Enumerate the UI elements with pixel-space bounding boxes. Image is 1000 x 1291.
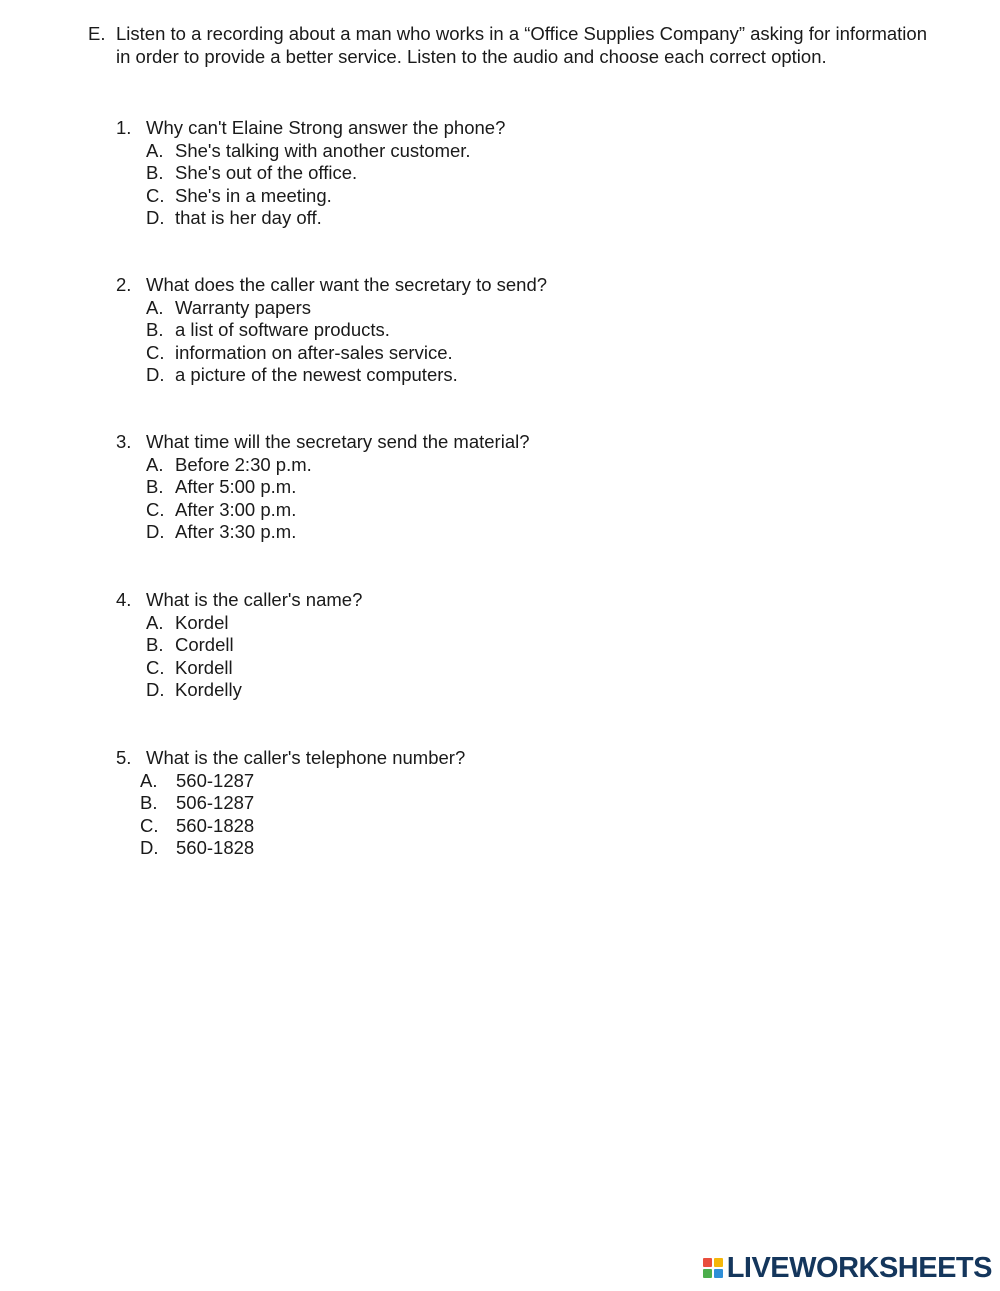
question-number: 5. bbox=[116, 747, 132, 768]
option-1c[interactable] bbox=[116, 185, 816, 208]
option-1b[interactable] bbox=[116, 162, 816, 185]
option-4b[interactable] bbox=[116, 634, 816, 657]
option-4a[interactable] bbox=[116, 612, 816, 635]
option-text: Warranty papers bbox=[175, 296, 312, 318]
option-text: that is her day off. bbox=[175, 207, 322, 229]
option-text: Kordell bbox=[175, 656, 233, 678]
liveworksheets-logo bbox=[703, 1253, 992, 1283]
logo-block-e bbox=[714, 1269, 723, 1278]
option-letter: D. bbox=[146, 207, 165, 229]
logo-wordmark: LIVEWORKSHEETS bbox=[726, 1251, 992, 1284]
option-letter: C. bbox=[140, 814, 159, 836]
logo-block-v bbox=[703, 1269, 712, 1278]
question-text: What does the caller want the secretary to send? bbox=[146, 274, 548, 295]
section-e-instructions bbox=[88, 23, 928, 68]
option-letter: B. bbox=[146, 634, 164, 656]
option-letter: C. bbox=[146, 498, 165, 520]
option-letter: A. bbox=[140, 769, 158, 791]
question-text: What time will the secretary send the material? bbox=[146, 431, 530, 452]
question-number: 1. bbox=[116, 117, 132, 138]
option-letter: A. bbox=[146, 453, 164, 475]
option-5a[interactable] bbox=[116, 770, 816, 793]
option-text: She's in a meeting. bbox=[175, 184, 332, 206]
question-5 bbox=[116, 747, 816, 860]
option-3a[interactable] bbox=[116, 454, 816, 477]
option-letter: C. bbox=[146, 656, 165, 678]
option-text: After 3:30 p.m. bbox=[175, 521, 297, 543]
question-text: What is the caller's name? bbox=[146, 589, 363, 610]
option-letter: A. bbox=[146, 296, 164, 318]
option-text: 560-1828 bbox=[176, 814, 255, 836]
option-letter: C. bbox=[146, 341, 165, 363]
option-2c[interactable] bbox=[116, 342, 816, 365]
option-text: a list of software products. bbox=[175, 319, 390, 341]
option-2b[interactable] bbox=[116, 319, 816, 342]
option-letter: D. bbox=[146, 679, 165, 701]
option-3c[interactable] bbox=[116, 499, 816, 522]
logo-blocks-icon bbox=[703, 1258, 723, 1278]
option-letter: B. bbox=[146, 162, 164, 184]
option-text: 506-1287 bbox=[176, 792, 255, 814]
option-3d[interactable] bbox=[116, 521, 816, 544]
option-5d[interactable] bbox=[116, 837, 816, 860]
option-text: After 3:00 p.m. bbox=[175, 498, 297, 520]
question-number: 3. bbox=[116, 431, 132, 452]
option-text: 560-1287 bbox=[176, 769, 255, 791]
option-4d[interactable] bbox=[116, 679, 816, 702]
option-text: a picture of the newest computers. bbox=[175, 364, 458, 386]
option-5b[interactable] bbox=[116, 792, 816, 815]
option-2a[interactable] bbox=[116, 297, 816, 320]
question-1 bbox=[116, 117, 816, 230]
option-1a[interactable] bbox=[116, 140, 816, 163]
option-text: 560-1828 bbox=[176, 837, 255, 859]
option-text: information on after-sales service. bbox=[175, 341, 453, 363]
option-letter: B. bbox=[146, 319, 164, 341]
logo-block-i bbox=[714, 1258, 723, 1267]
option-letter: D. bbox=[146, 521, 165, 543]
option-letter: D. bbox=[140, 837, 159, 859]
option-letter: B. bbox=[140, 792, 158, 814]
question-text: Why can't Elaine Strong answer the phone? bbox=[146, 117, 506, 138]
option-4c[interactable] bbox=[116, 657, 816, 680]
question-4 bbox=[116, 589, 816, 702]
section-instruction-text: Listen to a recording about a man who works in a “Office Supplies Company” asking for information in order to provide a better service. Listen to the audio and choose each correct option. bbox=[116, 23, 927, 67]
question-number: 4. bbox=[116, 589, 132, 610]
option-letter: A. bbox=[146, 611, 164, 633]
question-3 bbox=[116, 431, 816, 544]
option-letter: A. bbox=[146, 139, 164, 161]
option-text: After 5:00 p.m. bbox=[175, 476, 297, 498]
section-letter: E. bbox=[88, 23, 106, 44]
option-3b[interactable] bbox=[116, 476, 816, 499]
option-1d[interactable] bbox=[116, 207, 816, 230]
option-letter: C. bbox=[146, 184, 165, 206]
option-letter: B. bbox=[146, 476, 164, 498]
option-2d[interactable] bbox=[116, 364, 816, 387]
option-text: Kordelly bbox=[175, 679, 242, 701]
option-letter: D. bbox=[146, 364, 165, 386]
question-2 bbox=[116, 274, 816, 387]
option-5c[interactable] bbox=[116, 815, 816, 838]
option-text: Cordell bbox=[175, 634, 234, 656]
option-text: Before 2:30 p.m. bbox=[175, 453, 312, 475]
option-text: She's talking with another customer. bbox=[175, 139, 471, 161]
option-text: Kordel bbox=[175, 611, 229, 633]
question-text: What is the caller's telephone number? bbox=[146, 747, 466, 768]
logo-block-l bbox=[703, 1258, 712, 1267]
question-number: 2. bbox=[116, 274, 132, 295]
option-text: She's out of the office. bbox=[175, 162, 358, 184]
